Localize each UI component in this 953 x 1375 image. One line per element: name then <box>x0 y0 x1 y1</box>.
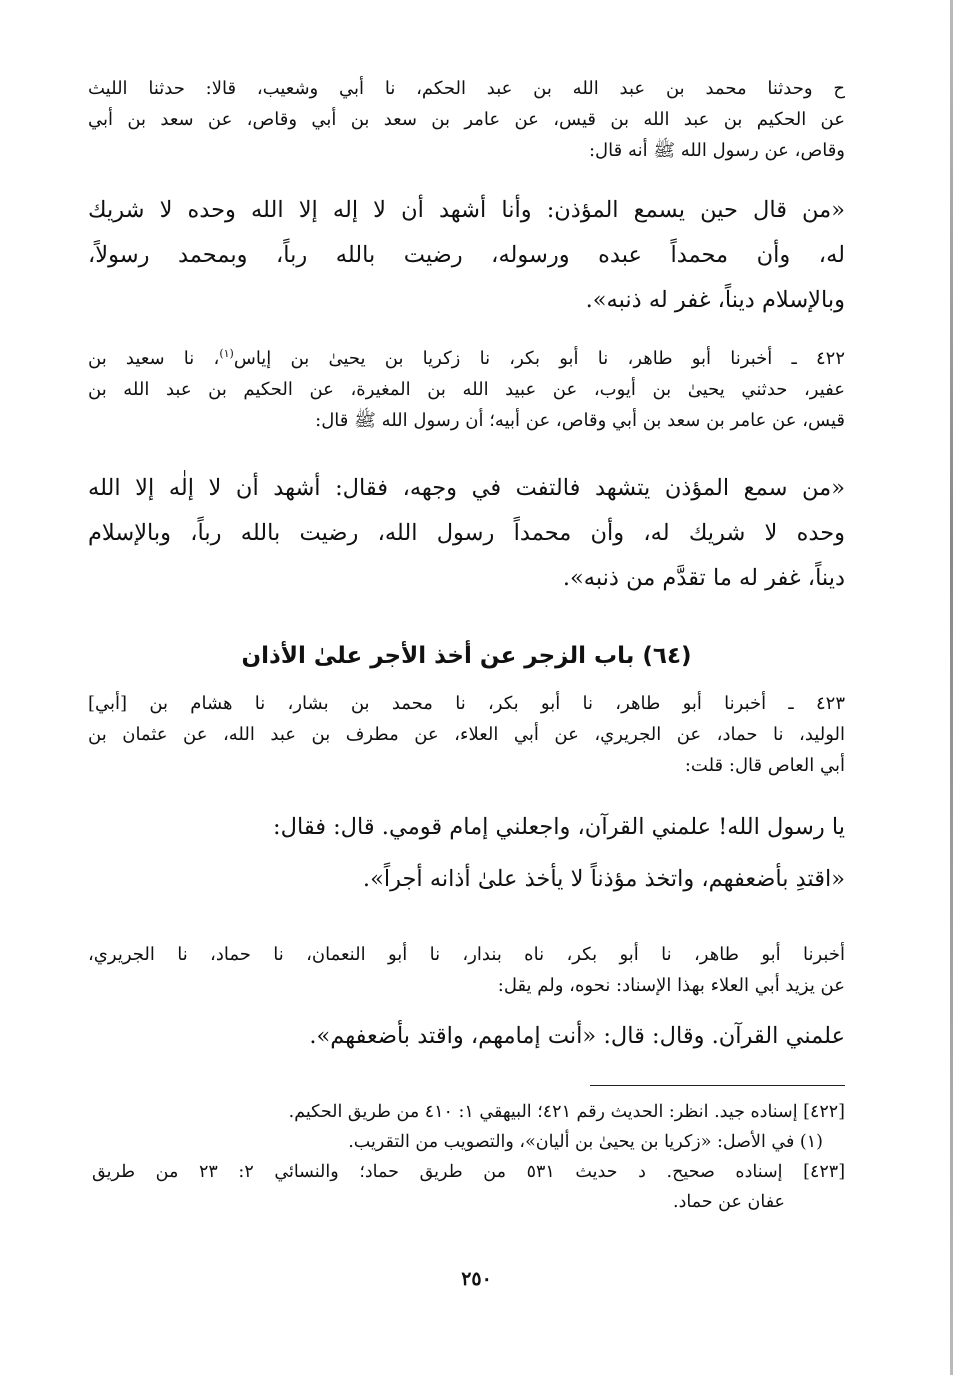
text-line: قيس، عن عامر بن سعد بن أبي وقاص، عن أبيه؛ أن رسول الله ﷺ قال: <box>315 410 845 431</box>
hadith-text-1 <box>88 188 845 323</box>
text-line: وحده لا شريك له، وأن محمداً رسول الله، رضيت بالله رباً، وبالإسلام <box>88 520 845 546</box>
text-line: له، وأن محمداً عبده ورسوله، رضيت بالله رباً، وبمحمد رسولاً، <box>88 242 845 268</box>
text-line: علمني القرآن. وقال: قال: «أنت إمامهم، واقتد بأضعفهم». <box>309 1023 845 1049</box>
footnotes <box>92 1097 845 1217</box>
text-line: عفير، حدثني يحيىٰ بن أيوب، عن عبيد الله بن المغيرة، عن الحكيم بن عبد الله بن <box>88 379 845 400</box>
text-line: ديناً، غفر له ما تقدَّم من ذنبه». <box>562 565 845 591</box>
text-line: وبالإسلام ديناً، غفر له ذنبه». <box>585 287 845 313</box>
text-line: أبي العاص قال: قلت: <box>684 755 845 776</box>
text-line: ح وحدثنا محمد بن عبد الله بن عبد الحكم، نا أبي وشعيب، قالا: حدثنا الليث <box>88 78 845 99</box>
page-number: ٢٥٠ <box>461 1268 492 1290</box>
text-line: «اقتدِ بأضعفهم، واتخذ مؤذناً لا يأخذ علىٰ أذانه أجراً». <box>362 866 845 892</box>
text-line: «من سمع المؤذن يتشهد فالتفت في وجهه، فقال: أشهد أن لا إلٰه إلا الله <box>88 475 845 501</box>
hadith-text-2 <box>88 466 845 601</box>
text-segment: ٤٢٢ ـ أخبرنا أبو طاهر، نا أبو بكر، نا زكريا بن يحيىٰ بن إياس <box>233 348 845 369</box>
isnad-paragraph-422 <box>88 343 845 436</box>
footnote-line: (١) في الأصل: «زكريا بن يحيىٰ بن أليان»، والتصويب من التقريب. <box>348 1132 823 1152</box>
isnad-paragraph-1 <box>88 73 845 166</box>
text-line: ٤٢٣ ـ أخبرنا أبو طاهر، نا أبو بكر، نا محمد بن بشار، نا هشام بن [أبي] <box>88 693 845 714</box>
text-line: «من قال حين يسمع المؤذن: وأنا أشهد أن لا إله إلا الله وحده لا شريك <box>88 197 845 223</box>
isnad-paragraph-423 <box>88 688 845 781</box>
text-segment: ، نا سعيد بن <box>88 348 220 369</box>
footnote-line: [٤٢٢] إسناده جيد. انظر: الحديث رقم ٤٢١؛ البيهقي ١: ٤١٠ من طريق الحكيم. <box>288 1102 845 1122</box>
footnote-marker: (١) <box>219 347 234 360</box>
text-line: الوليد، نا حماد، عن الجريري، عن أبي العلاء، عن مطرف بن عبد الله، عن عثمان بن <box>88 724 845 745</box>
isnad-paragraph-4 <box>88 939 845 1001</box>
text-line: يا رسول الله! علمني القرآن، واجعلني إمام قومي. قال: فقال: <box>273 814 845 840</box>
hadith-text-4 <box>88 1014 845 1059</box>
footnote-line: [٤٢٣] إسناده صحيح. د حديث ٥٣١ من طريق حماد؛ والنسائي ٢: ٢٣ من طريق <box>92 1162 845 1182</box>
text-line: وقاص، عن رسول الله ﷺ أنه قال: <box>588 140 845 161</box>
text-line: عن يزيد أبي العلاء بهذا الإسناد: نحوه، ولم يقل: <box>497 975 845 996</box>
text-line <box>88 343 845 374</box>
footnote-line: عفان عن حماد. <box>673 1192 785 1212</box>
hadith-text-3 <box>88 805 845 902</box>
footnote-divider <box>590 1085 845 1086</box>
chapter-heading: (٦٤) باب الزجر عن أخذ الأجر علىٰ الأذان <box>241 643 692 669</box>
text-line: عن الحكيم بن عبد الله بن قيس، عن عامر بن سعد بن أبي وقاص، عن سعد بن أبي <box>88 109 845 130</box>
text-line: أخبرنا أبو طاهر، نا أبو بكر، ناه بندار، نا أبو النعمان، نا حماد، نا الجريري، <box>88 944 845 965</box>
